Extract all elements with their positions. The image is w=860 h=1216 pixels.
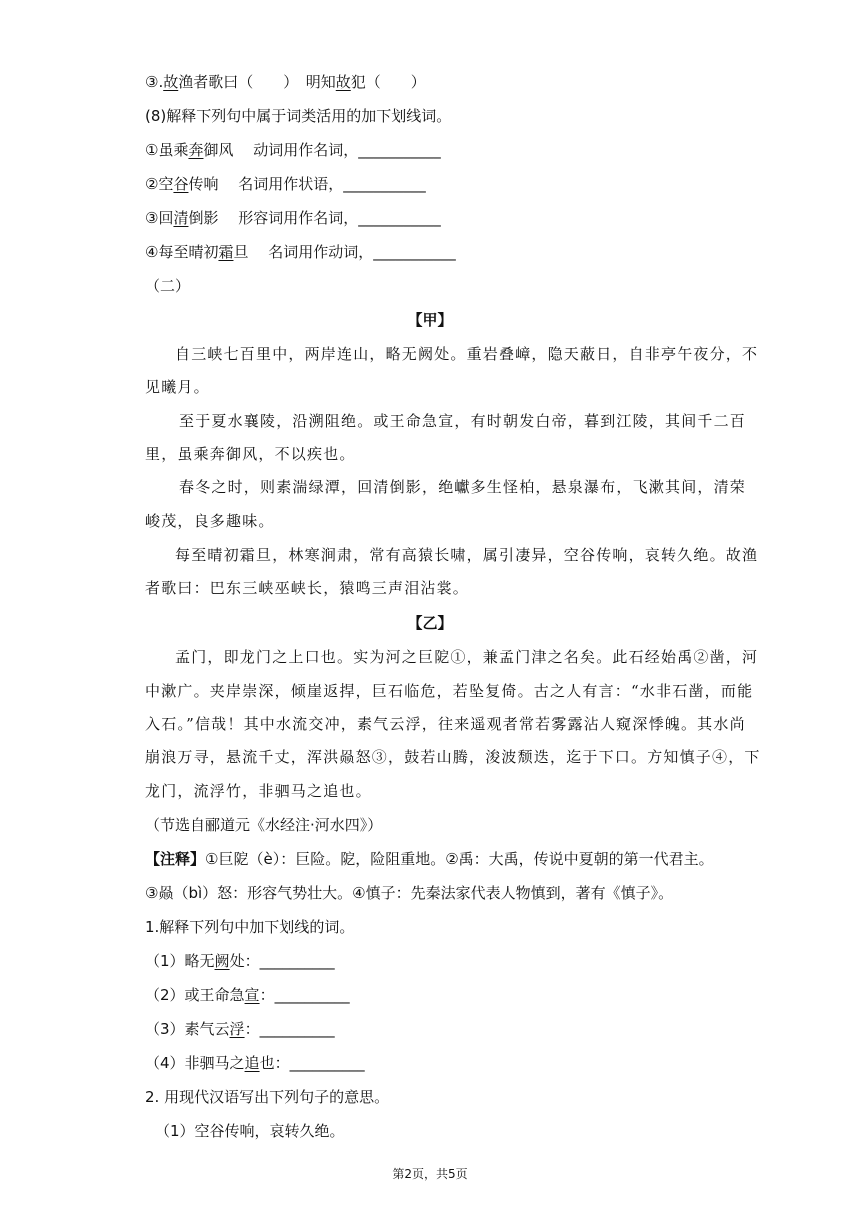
passage-yi-line-1: 孟门，即龙门之上口也。实为河之巨阸①，兼孟门津之名矣。此石经始禹②凿，河 [175, 648, 759, 666]
q8-item-1-underlined: 奔 [188, 141, 204, 159]
q7-item-3-prefix: ③. [145, 73, 164, 91]
q8-item-3 [145, 207, 441, 229]
q1-item-1-underlined: 阙 [214, 952, 230, 970]
q1-item-3 [145, 1018, 335, 1040]
passage-jia-line-7: 每至晴初霜旦，林寒涧肃，常有高猿长啸，属引凄异，空谷传响，哀转久绝。故渔 [175, 546, 759, 564]
q8-item-2-underlined: 谷 [173, 175, 189, 193]
q1-item-2-prefix: （2）或王命急 [145, 986, 245, 1004]
q7-item-3-underlined-1: 故 [163, 73, 179, 91]
notes-line-1 [145, 848, 714, 870]
q8-item-2 [145, 173, 426, 195]
passage-jia-line-1: 自三峡七百里中，两岸连山，略无阙处。重岩叠嶂，隐天蔽日，自非亭午夜分，不 [175, 345, 759, 363]
passage-jia-line-8: 者歌曰：巴东三峡巫峡长，猿鸣三声泪沾裳。 [145, 579, 470, 597]
q7-item-3 [145, 71, 426, 93]
notes-line-1-text: ①巨阸（è）：巨险。阸，险阻重地。②禹：大禹，传说中夏朝的第一代君主。 [205, 850, 714, 868]
q8-item-4-underlined: 霜 [218, 243, 234, 261]
section-2-heading: （二） [145, 277, 191, 295]
q1-item-4-suffix: 也：__________ [259, 1054, 365, 1072]
q1-item-2-underlined: 宣 [244, 986, 260, 1004]
passage-jia-line-2: 见曦月。 [145, 378, 210, 396]
q8-title: (8)解释下列句中属于词类活用的加下划线词。 [145, 107, 452, 125]
passage-yi-heading: 【乙】 [407, 614, 453, 632]
q1-item-4-prefix: （4）非驷马之 [145, 1054, 245, 1072]
q1-item-3-prefix: （3）素气云 [145, 1020, 230, 1038]
page-footer: 第2页，共5页 [392, 1167, 468, 1181]
q7-item-3-suffix: 犯（ ） [350, 73, 426, 91]
q1-item-3-underlined: 浮 [229, 1020, 245, 1038]
q8-item-3-suffix: 倒影 形容词用作名词，___________ [188, 209, 441, 227]
q1-item-1-prefix: （1）略无 [145, 952, 215, 970]
q8-item-3-underlined: 清 [173, 209, 189, 227]
q2-title: 2. 用现代汉语写出下列句子的意思。 [145, 1088, 390, 1106]
q1-item-3-suffix: ：__________ [244, 1020, 335, 1038]
q1-item-1 [145, 950, 335, 972]
passage-yi-line-2: 中漱广。夹岸崇深，倾崖返捍，巨石临危，若坠复倚。古之人有言：“水非石凿，而能 [145, 682, 754, 700]
passage-jia-line-5: 春冬之时，则素湍绿潭，回清倒影，绝巘多生怪柏，悬泉瀑布，飞漱其间，清荣 [179, 478, 747, 496]
q2-item-1: （1）空谷传响，哀转久绝。 [155, 1122, 345, 1140]
q8-item-4-suffix: 旦 名词用作动词，___________ [233, 243, 456, 261]
q8-item-2-prefix: ②空 [145, 175, 174, 193]
passage-yi-source: （节选自郦道元《水经注·河水四》） [145, 816, 383, 834]
passage-jia-line-3: 至于夏水襄陵，沿溯阻绝。或王命急宣，有时朝发白帝，暮到江陵，其间千二百 [179, 412, 747, 430]
q8-item-3-prefix: ③回 [145, 209, 174, 227]
passage-yi-line-3: 入石。”信哉！其中水流交冲，素气云浮，往来遥观者常若雾露沾人窥深悸魄。其水尚 [145, 715, 746, 733]
q7-item-3-underlined-2: 故 [335, 73, 351, 91]
q1-item-4-underlined: 追 [244, 1054, 260, 1072]
q8-item-1-suffix: 御风 动词用作名词，___________ [203, 141, 441, 159]
q8-item-4 [145, 241, 456, 263]
passage-jia-heading: 【甲】 [407, 311, 453, 329]
q1-title: 1.解释下列句中加下划线的词。 [145, 918, 355, 936]
q8-item-4-prefix: ④每至晴初 [145, 243, 219, 261]
notes-label: 【注释】 [145, 850, 206, 868]
q8-item-1-prefix: ①虽乘 [145, 141, 189, 159]
q1-item-1-suffix: 处：__________ [229, 952, 335, 970]
q8-item-1 [145, 139, 441, 161]
notes-line-2: ③赑（bì）怒：形容气势壮大。④慎子：先秦法家代表人物慎到，著有《慎子》。 [145, 884, 674, 902]
passage-yi-line-5: 龙门，流浮竹，非驷马之追也。 [145, 782, 372, 800]
passage-yi-line-4: 崩浪万寻，悬流千丈，浑洪赑怒③，鼓若山腾，浚波颓迭，迄于下口。方知慎子④，下 [145, 748, 761, 766]
q1-item-2 [145, 984, 350, 1006]
q1-item-2-suffix: ：__________ [259, 986, 350, 1004]
q7-item-3-middle: 渔者歌曰（ ） 明知 [178, 73, 336, 91]
q1-item-4 [145, 1052, 365, 1074]
q8-item-2-suffix: 传响 名词用作状语，___________ [188, 175, 426, 193]
passage-jia-line-4: 里，虽乘奔御风，不以疾也。 [145, 445, 356, 463]
passage-jia-line-6: 峻茂，良多趣味。 [145, 512, 275, 530]
